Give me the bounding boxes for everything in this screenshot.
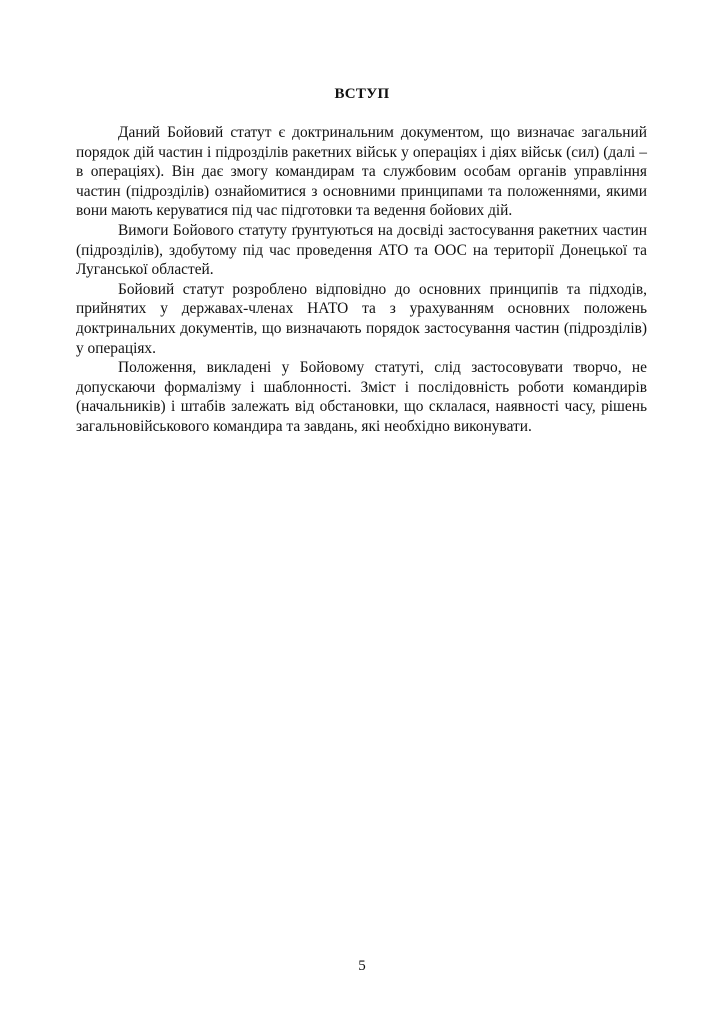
page-number: 5 — [358, 958, 366, 974]
paragraph-1: Даний Бойовий статут є доктринальним документом, що визначає загальний порядок дій частин і підрозділів ракетних військ у операціях і діях військ (сил) (далі – в операціях). Він дає змогу командирам та службовим особам органів управління частин (підрозділів) ознайомитися з основними принципами та положеннями, якими вони мають керуватися під час підготовки та ведення бойових дій. — [76, 124, 647, 220]
paragraph-2: Вимоги Бойового статуту ґрунтуються на досвіді застосування ракетних частин (підрозділів), здобутому під час проведення АТО та ООС на території Донецької та Луганської областей. — [76, 221, 647, 279]
paragraph-4: Положення, викладені у Бойовому статуті, слід застосовувати творчо, не допускаючи формалізму і шаблонності. Зміст і послідовність роботи командирів (начальників) і штабів залежать від обстановки, що склалася, наявності часу, рішень загальновійськового командира та завдань, які необхідно виконувати. — [76, 359, 647, 435]
paragraph-3: Бойовий статут розроблено відповідно до основних принципів та підходів, прийнятих у державах-членах НАТО та з урахуванням основних положень доктринальних документів, що визначають порядок застосування частин (підрозділів) у операціях. — [76, 280, 647, 357]
page-title: ВСТУП — [334, 86, 390, 102]
body-text — [76, 123, 647, 437]
